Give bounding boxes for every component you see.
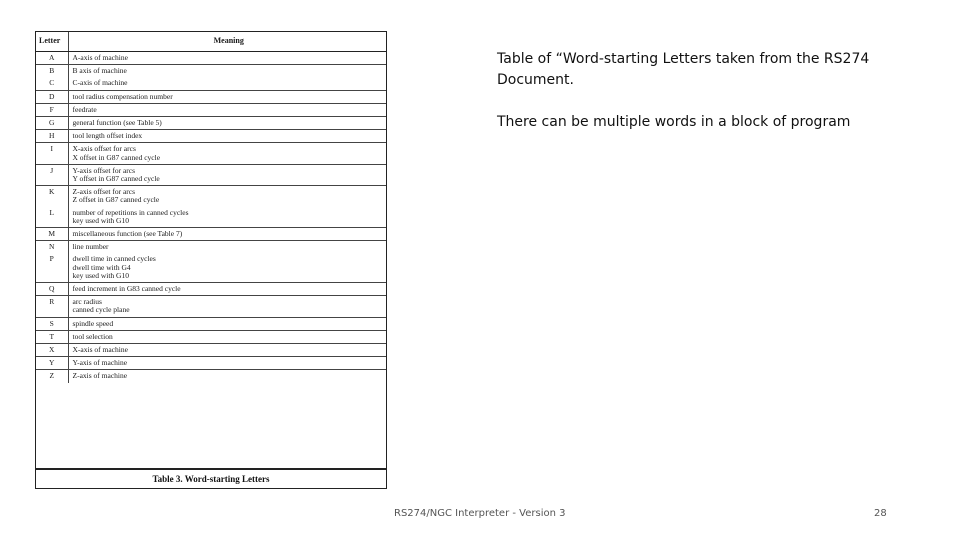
table-row [36, 77, 386, 90]
meaning-line: key used with G10 [72, 215, 129, 225]
table-row [36, 283, 386, 296]
table-row [36, 117, 386, 130]
row-meaning [68, 65, 386, 78]
meaning-line: tool length offset index [72, 131, 143, 141]
row-meaning [68, 143, 386, 164]
meaning-line: miscellaneous function (see Table 7) [72, 229, 183, 239]
row-letter: M [36, 228, 68, 241]
meaning-line: Y offset in G87 canned cycle [72, 174, 160, 184]
word-letters-table [35, 31, 387, 489]
page-number: 28 [874, 508, 887, 519]
row-letter: X [36, 344, 68, 357]
table-row [36, 357, 386, 370]
row-meaning [68, 164, 386, 185]
row-letter: J [36, 164, 68, 185]
row-letter: S [36, 317, 68, 330]
meaning-line: key used with G10 [72, 270, 129, 280]
table-row [36, 296, 386, 317]
row-meaning [68, 52, 386, 65]
meaning-line: B axis of machine [72, 66, 127, 76]
row-meaning [68, 130, 386, 143]
table-row [36, 370, 386, 383]
row-meaning [68, 283, 386, 296]
header-meaning: Meaning [68, 32, 386, 52]
meaning-line: Z offset in G87 canned cycle [72, 195, 160, 205]
meaning-line: dwell time in canned cycles [72, 254, 156, 264]
row-meaning [68, 370, 386, 383]
row-meaning [68, 207, 386, 228]
meaning-line: number of repetitions in canned cycles [72, 207, 189, 217]
row-meaning [68, 186, 386, 207]
table-row [36, 143, 386, 164]
row-letter: N [36, 241, 68, 254]
row-letter: L [36, 207, 68, 228]
table-row [36, 186, 386, 207]
table-header-row [36, 32, 386, 52]
row-meaning [68, 344, 386, 357]
meaning-line: tool selection [72, 331, 113, 341]
meaning-line: canned cycle plane [72, 305, 130, 315]
row-meaning [68, 317, 386, 330]
row-meaning [68, 357, 386, 370]
meaning-line: arc radius [72, 297, 102, 307]
meaning-line: Y-axis of machine [72, 358, 128, 368]
table-row [36, 228, 386, 241]
row-meaning [68, 77, 386, 90]
table-row [36, 241, 386, 254]
row-meaning [68, 241, 386, 254]
table-caption: Table 3. Word-starting Letters [36, 468, 386, 488]
row-meaning [68, 117, 386, 130]
table-row [36, 207, 386, 228]
row-letter: T [36, 330, 68, 343]
table-row [36, 344, 386, 357]
row-letter: K [36, 186, 68, 207]
row-meaning [68, 228, 386, 241]
meaning-line: Y-axis offset for arcs [72, 165, 136, 175]
row-letter: A [36, 52, 68, 65]
row-letter: G [36, 117, 68, 130]
row-letter: H [36, 130, 68, 143]
row-meaning [68, 103, 386, 116]
meaning-line: dwell time with G4 [72, 262, 131, 272]
meaning-line: C-axis of machine [72, 78, 128, 88]
table-row [36, 164, 386, 185]
meaning-line: feedrate [72, 104, 97, 114]
meaning-line: spindle speed [72, 318, 114, 328]
row-letter: Y [36, 357, 68, 370]
row-letter: B [36, 65, 68, 78]
row-letter: Q [36, 283, 68, 296]
row-meaning [68, 330, 386, 343]
meaning-line: X-axis of machine [72, 345, 128, 355]
table-row [36, 65, 386, 78]
table-row [36, 253, 386, 282]
header-letter: Letter [36, 32, 68, 52]
row-letter: F [36, 103, 68, 116]
row-meaning [68, 253, 386, 282]
meaning-line: feed increment in G83 canned cycle [72, 284, 181, 294]
meaning-line: general function (see Table 5) [72, 118, 162, 128]
meaning-line: line number [72, 242, 109, 252]
table-row [36, 130, 386, 143]
table-grid [36, 32, 386, 383]
meaning-line: Z-axis of machine [72, 371, 128, 381]
row-letter: Z [36, 370, 68, 383]
row-letter: R [36, 296, 68, 317]
row-meaning [68, 296, 386, 317]
row-letter: I [36, 143, 68, 164]
row-letter: D [36, 90, 68, 103]
meaning-line: X offset in G87 canned cycle [72, 152, 161, 162]
footer-title: RS274/NGC Interpreter - Version 3 [394, 508, 566, 519]
table-row [36, 52, 386, 65]
table-body [36, 52, 386, 383]
row-letter: P [36, 253, 68, 282]
row-letter: C [36, 77, 68, 90]
row-meaning [68, 90, 386, 103]
meaning-line: Z-axis offset for arcs [72, 187, 136, 197]
slide-paragraph-1: Table of “Word-starting Letters taken from the RS274 Document. [497, 51, 870, 88]
meaning-line: A-axis of machine [72, 53, 128, 62]
table-row [36, 90, 386, 103]
meaning-line: tool radius compensation number [72, 91, 173, 101]
slide-paragraph-2: There can be multiple words in a block of program [497, 114, 851, 130]
table-row [36, 317, 386, 330]
table-row [36, 330, 386, 343]
table-row [36, 103, 386, 116]
meaning-line: X-axis offset for arcs [72, 144, 136, 154]
slide-body [497, 49, 917, 154]
